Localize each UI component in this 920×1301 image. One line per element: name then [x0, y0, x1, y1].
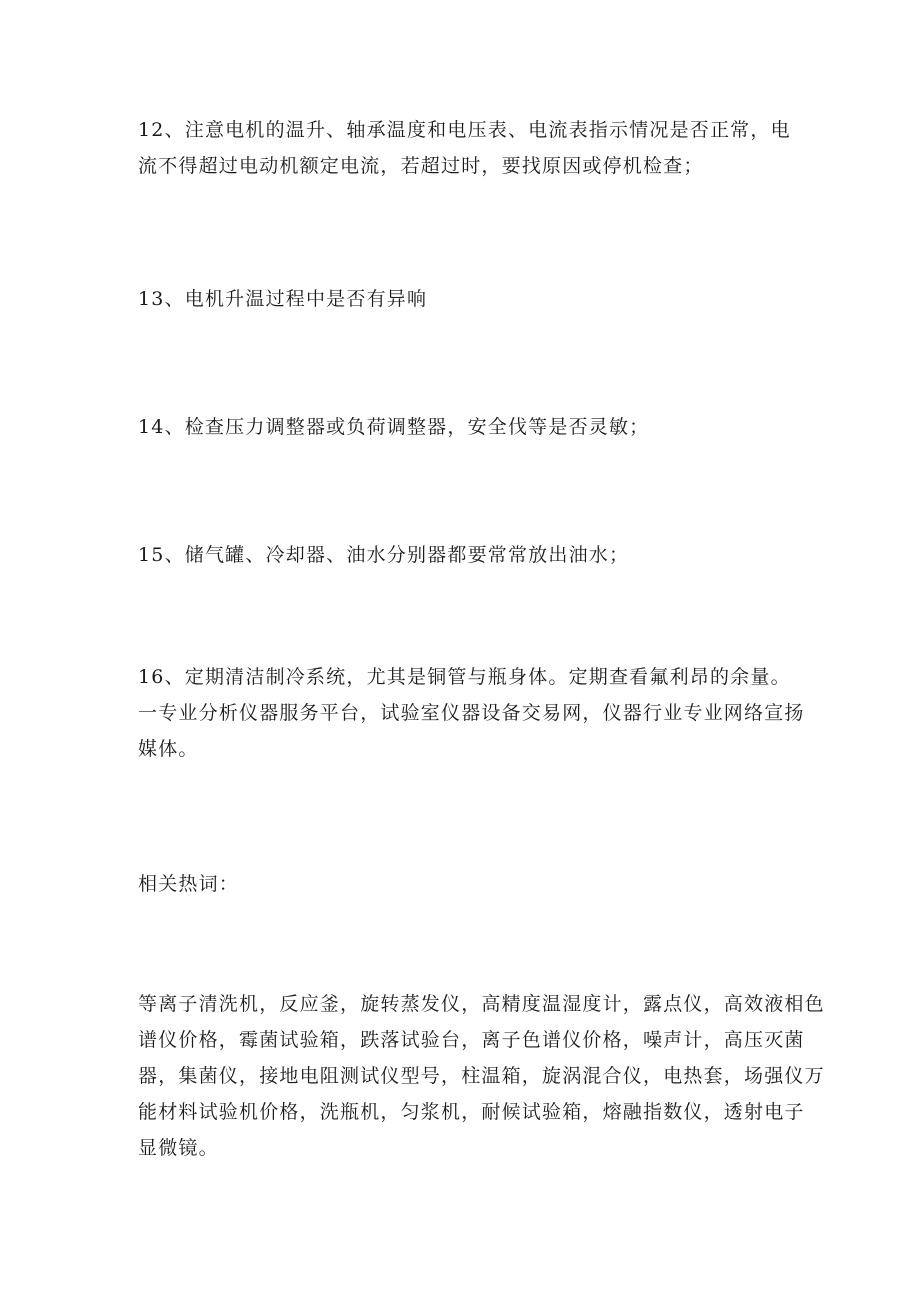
related-heading-text: 相关热词： — [138, 873, 240, 895]
item-12-paragraph — [138, 112, 798, 184]
item-14-line-1: 14、检查压力调整器或负荷调整器，安全伐等是否灵敏； — [138, 416, 650, 438]
item-14-paragraph — [138, 409, 798, 445]
related-line-2: 谱仪价格，霉菌试验箱，跌落试验台，离子色谱仪价格，噪声计，高压灭菌 — [138, 1029, 805, 1051]
item-12-line-1: 12、注意电机的温升、轴承温度和电压表、电流表指示情况是否正常，电 — [138, 119, 791, 141]
related-keywords — [138, 986, 825, 1166]
related-line-3: 器，集菌仪，接地电阻测试仪型号，柱温箱，旋涡混合仪，电热套，场强仪万 — [138, 1065, 825, 1087]
related-line-5: 显微镜。 — [138, 1137, 219, 1159]
item-15-line-1: 15、储气罐、冷却器、油水分别器都要常常放出油水； — [138, 544, 630, 566]
item-16-line-3: 媒体。 — [138, 738, 199, 760]
related-line-4: 能材料试验机价格，洗瓶机，匀浆机，耐候试验箱，熔融指数仪，透射电子 — [138, 1101, 805, 1123]
item-16-line-2: 一专业分析仪器服务平台，试验室仪器设备交易网，仪器行业专业网络宣扬 — [138, 702, 805, 724]
item-16-line-1: 16、定期清洁制冷系统，尤其是铜管与瓶身体。定期查看氟利昂的余量。 — [138, 666, 791, 688]
item-12-line-2: 流不得超过电动机额定电流，若超过时，要找原因或停机检查； — [138, 155, 704, 177]
item-15-paragraph — [138, 537, 798, 573]
item-13-paragraph — [138, 281, 798, 317]
item-16-paragraph — [138, 659, 805, 767]
related-heading — [138, 866, 798, 902]
related-line-1: 等离子清洗机，反应釜，旋转蒸发仪，高精度温湿度计，露点仪，高效液相色 — [138, 993, 825, 1015]
item-13-line-1: 13、电机升温过程中是否有异响 — [138, 288, 428, 310]
